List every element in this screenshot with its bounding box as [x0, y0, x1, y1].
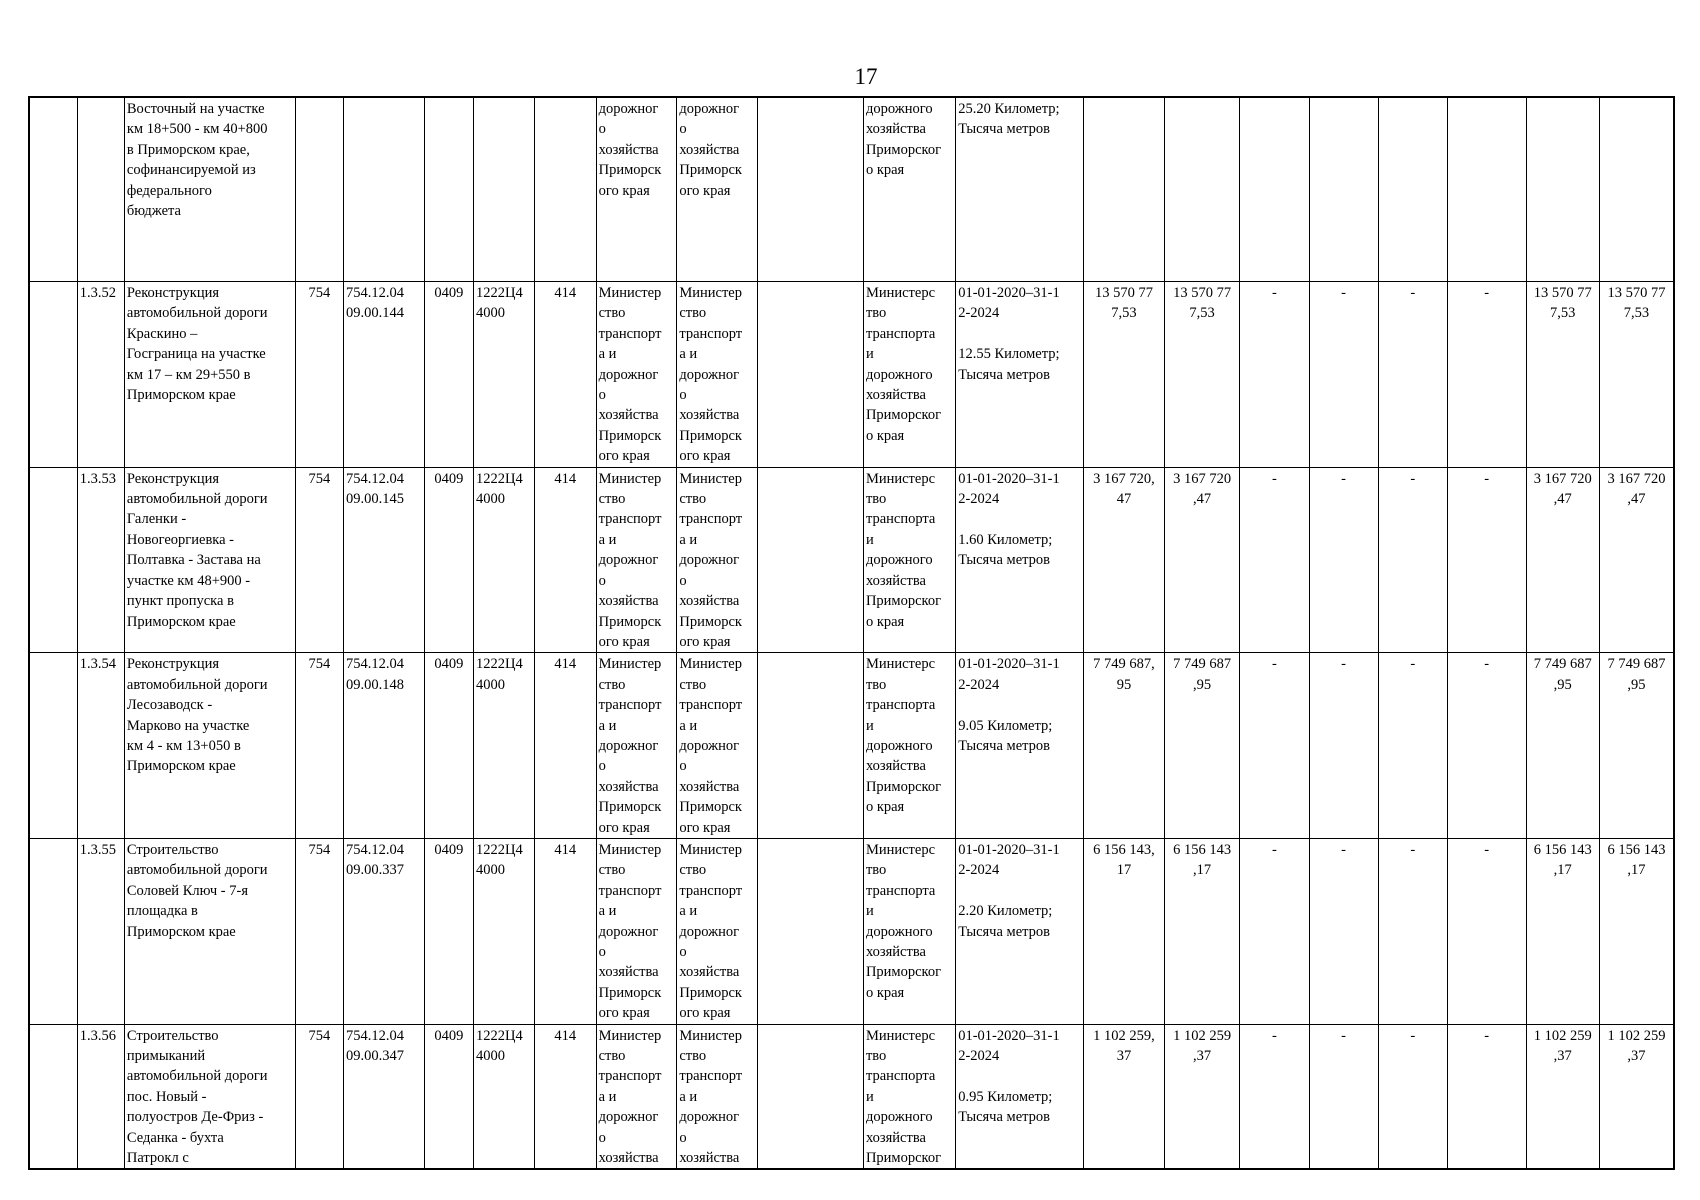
cell-grbs: 754 — [295, 467, 343, 653]
cell-fb: 1 102 259 ,37 — [1526, 1024, 1599, 1169]
cell-name: Реконструкция автомобильной дороги Лесозаводск - Марково на участке км 4 - км 13+050 в Приморском крае — [124, 653, 295, 839]
cell-name: Реконструкция автомобильной дороги Краскино – Госграница на участке км 17 – км 29+550 в Приморском крае — [124, 282, 295, 468]
cell-blank-2 — [758, 838, 864, 1024]
cell-num: 1.3.56 — [77, 1024, 124, 1169]
table-row-continued — [29, 97, 1674, 282]
cell-customer: Министер ство транспорт а и дорожног о хозяйства Приморск ого края — [596, 653, 677, 839]
cell-kb: 7 749 687 ,95 — [1599, 653, 1674, 839]
cell-fb — [1526, 97, 1599, 282]
cell-2020: 6 156 143 ,17 — [1164, 838, 1239, 1024]
cell-customer: Министер ство транспорт а и дорожног о хозяйства Приморск ого края — [596, 467, 677, 653]
cell-2023: - — [1378, 467, 1447, 653]
table-row — [29, 838, 1674, 1024]
cell-2023 — [1378, 97, 1447, 282]
cell-2022: - — [1309, 653, 1378, 839]
cell-period: 01-01-2020–31-1 2-2024 0.95 Километр; Тысяча метров — [956, 1024, 1084, 1169]
cell-section: 0409 — [424, 467, 473, 653]
table-row — [29, 653, 1674, 839]
cell-total — [1084, 97, 1165, 282]
cell-2023: - — [1378, 282, 1447, 468]
cell-2024: - — [1447, 653, 1526, 839]
cell-num: 1.3.52 — [77, 282, 124, 468]
cell-executor: Министер ство транспорт а и дорожног о хозяйства — [677, 1024, 758, 1169]
cell-executor: дорожног о хозяйства Приморск ого края — [677, 97, 758, 282]
cell-2021: - — [1240, 838, 1309, 1024]
cell-num: 1.3.53 — [77, 467, 124, 653]
cell-vr: 414 — [534, 1024, 596, 1169]
cell-2021: - — [1240, 467, 1309, 653]
cell-blank-2 — [758, 653, 864, 839]
cell-total: 1 102 259, 37 — [1084, 1024, 1165, 1169]
cell-blank-2 — [758, 97, 864, 282]
cell-target: 1222Ц4 4000 — [473, 282, 534, 468]
cell-2022: - — [1309, 282, 1378, 468]
cell-2022: - — [1309, 838, 1378, 1024]
cell-2021: - — [1240, 282, 1309, 468]
cell-2021: - — [1240, 1024, 1309, 1169]
cell-blank-2 — [758, 1024, 864, 1169]
cell-name: Строительство примыканий автомобильной дороги пос. Новый - полуостров Де-Фриз - Седанка - бухта Патрокл с — [124, 1024, 295, 1169]
cell-executor: Министер ство транспорт а и дорожног о хозяйства Приморск ого края — [677, 467, 758, 653]
cell-executor: Министер ство транспорт а и дорожног о хозяйства Приморск ого края — [677, 282, 758, 468]
cell-2022 — [1309, 97, 1378, 282]
cell-2023: - — [1378, 653, 1447, 839]
cell-2020: 1 102 259 ,37 — [1164, 1024, 1239, 1169]
cell-period: 01-01-2020–31-1 2-2024 2.20 Километр; Тысяча метров — [956, 838, 1084, 1024]
cell-total: 7 749 687, 95 — [1084, 653, 1165, 839]
cell-kb: 6 156 143 ,17 — [1599, 838, 1674, 1024]
cell-target: 1222Ц4 4000 — [473, 653, 534, 839]
cell-customer: Министер ство транспорт а и дорожног о хозяйства Приморск ого края — [596, 838, 677, 1024]
cell-period: 25.20 Километр; Тысяча метров — [956, 97, 1084, 282]
cell-responsible: Министерс тво транспорта и дорожного хозяйства Приморског — [863, 1024, 955, 1169]
cell-total: 13 570 77 7,53 — [1084, 282, 1165, 468]
cell-section: 0409 — [424, 1024, 473, 1169]
cell-executor: Министер ство транспорт а и дорожног о хозяйства Приморск ого края — [677, 838, 758, 1024]
cell-blank — [29, 467, 77, 653]
cell-target: 1222Ц4 4000 — [473, 1024, 534, 1169]
cell-kb: 3 167 720 ,47 — [1599, 467, 1674, 653]
table-row — [29, 282, 1674, 468]
cell-code: 754.12.04 09.00.145 — [344, 467, 425, 653]
cell-code: 754.12.04 09.00.144 — [344, 282, 425, 468]
cell-vr: 414 — [534, 653, 596, 839]
cell-2021 — [1240, 97, 1309, 282]
cell-2020: 7 749 687 ,95 — [1164, 653, 1239, 839]
cell-section: 0409 — [424, 838, 473, 1024]
cell-blank — [29, 282, 77, 468]
cell-total: 3 167 720, 47 — [1084, 467, 1165, 653]
cell-2023: - — [1378, 838, 1447, 1024]
cell-code: 754.12.04 09.00.337 — [344, 838, 425, 1024]
cell-2020: 13 570 77 7,53 — [1164, 282, 1239, 468]
cell-section — [424, 97, 473, 282]
cell-period: 01-01-2020–31-1 2-2024 1.60 Километр; Тысяча метров — [956, 467, 1084, 653]
cell-responsible: Министерс тво транспорта и дорожного хозяйства Приморског о края — [863, 838, 955, 1024]
cell-customer: дорожног о хозяйства Приморск ого края — [596, 97, 677, 282]
cell-fb: 3 167 720 ,47 — [1526, 467, 1599, 653]
cell-2024: - — [1447, 838, 1526, 1024]
cell-vr — [534, 97, 596, 282]
cell-2024 — [1447, 97, 1526, 282]
cell-code: 754.12.04 09.00.148 — [344, 653, 425, 839]
cell-blank — [29, 1024, 77, 1169]
cell-num — [77, 97, 124, 282]
cell-code — [344, 97, 425, 282]
cell-executor: Министер ство транспорт а и дорожног о хозяйства Приморск ого края — [677, 653, 758, 839]
cell-grbs: 754 — [295, 838, 343, 1024]
cell-kb: 13 570 77 7,53 — [1599, 282, 1674, 468]
cell-num: 1.3.54 — [77, 653, 124, 839]
cell-blank — [29, 97, 77, 282]
cell-vr: 414 — [534, 838, 596, 1024]
cell-customer: Министер ство транспорт а и дорожног о хозяйства Приморск ого края — [596, 282, 677, 468]
cell-vr: 414 — [534, 282, 596, 468]
cell-responsible: Министерс тво транспорта и дорожного хозяйства Приморског о края — [863, 653, 955, 839]
cell-responsible: Министерс тво транспорта и дорожного хозяйства Приморског о края — [863, 467, 955, 653]
cell-blank-2 — [758, 282, 864, 468]
cell-2024: - — [1447, 1024, 1526, 1169]
cell-blank-2 — [758, 467, 864, 653]
cell-2023: - — [1378, 1024, 1447, 1169]
cell-2024: - — [1447, 467, 1526, 653]
cell-period: 01-01-2020–31-1 2-2024 12.55 Километр; Тысяча метров — [956, 282, 1084, 468]
cell-target: 1222Ц4 4000 — [473, 467, 534, 653]
cell-fb: 6 156 143 ,17 — [1526, 838, 1599, 1024]
cell-2024: - — [1447, 282, 1526, 468]
cell-kb: 1 102 259 ,37 — [1599, 1024, 1674, 1169]
cell-section: 0409 — [424, 282, 473, 468]
cell-2022: - — [1309, 467, 1378, 653]
cell-blank — [29, 838, 77, 1024]
cell-vr: 414 — [534, 467, 596, 653]
cell-target: 1222Ц4 4000 — [473, 838, 534, 1024]
cell-section: 0409 — [424, 653, 473, 839]
cell-responsible: Министерс тво транспорта и дорожного хозяйства Приморског о края — [863, 282, 955, 468]
cell-name: Реконструкция автомобильной дороги Галенки - Новогеоргиевка - Полтавка - Застава на участке км 48+900 - пункт пропуска в Приморском крае — [124, 467, 295, 653]
cell-blank — [29, 653, 77, 839]
cell-total: 6 156 143, 17 — [1084, 838, 1165, 1024]
cell-customer: Министер ство транспорт а и дорожног о хозяйства — [596, 1024, 677, 1169]
cell-name: Восточный на участке км 18+500 - км 40+800 в Приморском крае, софинансируемой из федерального бюджета — [124, 97, 295, 282]
cell-fb: 13 570 77 7,53 — [1526, 282, 1599, 468]
cell-target — [473, 97, 534, 282]
cell-2022: - — [1309, 1024, 1378, 1169]
cell-2020 — [1164, 97, 1239, 282]
cell-name: Строительство автомобильной дороги Соловей Ключ - 7-я площадка в Приморском крае — [124, 838, 295, 1024]
cell-grbs: 754 — [295, 1024, 343, 1169]
cell-num: 1.3.55 — [77, 838, 124, 1024]
table-row — [29, 467, 1674, 653]
cell-code: 754.12.04 09.00.347 — [344, 1024, 425, 1169]
table-row — [29, 1024, 1674, 1169]
cell-kb — [1599, 97, 1674, 282]
cell-grbs: 754 — [295, 653, 343, 839]
cell-grbs — [295, 97, 343, 282]
cell-responsible: дорожного хозяйства Приморског о края — [863, 97, 955, 282]
cell-grbs: 754 — [295, 282, 343, 468]
cell-2020: 3 167 720 ,47 — [1164, 467, 1239, 653]
page-number: 17 — [854, 64, 878, 89]
cell-period: 01-01-2020–31-1 2-2024 9.05 Километр; Тысяча метров — [956, 653, 1084, 839]
cell-2021: - — [1240, 653, 1309, 839]
program-table — [28, 96, 1675, 1170]
cell-fb: 7 749 687 ,95 — [1526, 653, 1599, 839]
